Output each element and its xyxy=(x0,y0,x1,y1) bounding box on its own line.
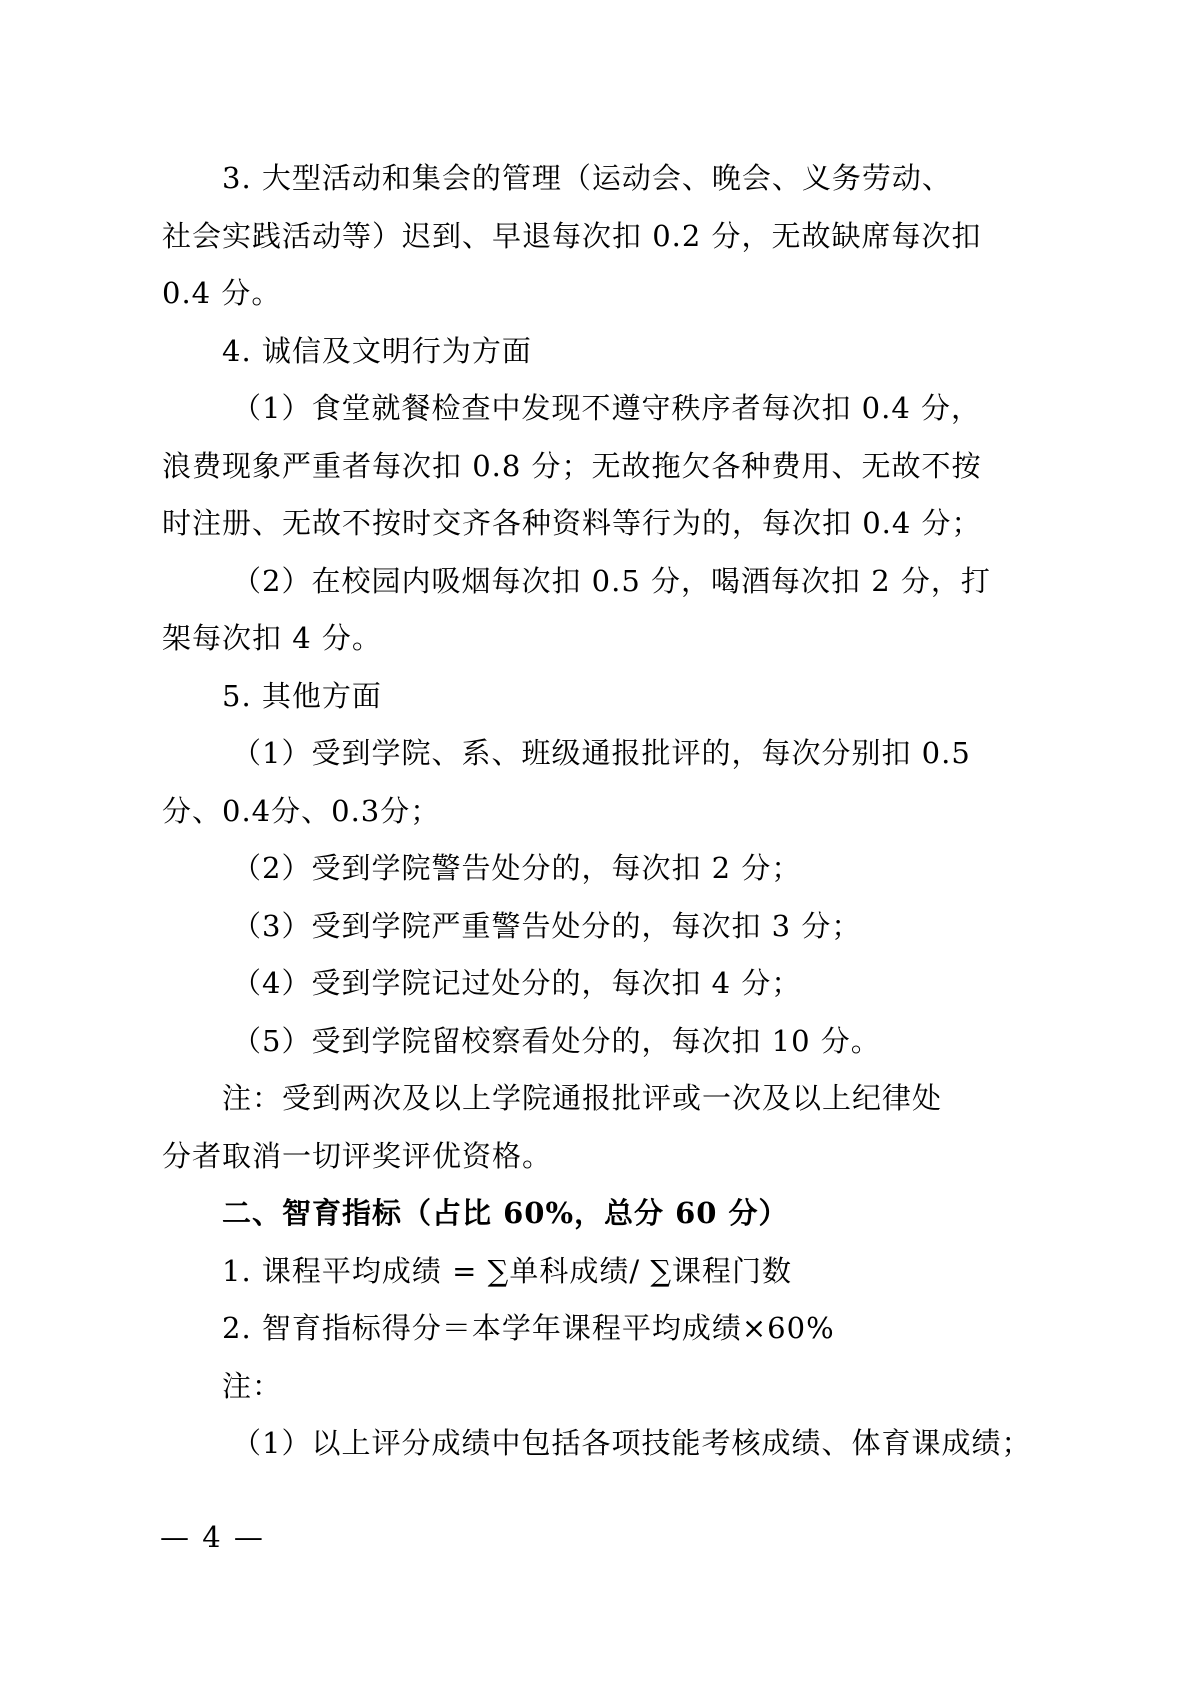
item-4-2-line-1: （2）在校园内吸烟每次扣 0.5 分，喝酒每次扣 2 分，打 xyxy=(232,563,991,598)
item-3-line-2: 社会实践活动等）迟到、早退每次扣 0.2 分，无故缺席每次扣 xyxy=(162,218,982,253)
note-line-2: 分者取消一切评奖评优资格。 xyxy=(162,1138,553,1173)
item-5-5: （5）受到学院留校察看处分的，每次扣 10 分。 xyxy=(232,1023,881,1058)
section-2-item-1: 1. 课程平均成绩 = ∑单科成绩/ ∑课程门数 xyxy=(222,1253,793,1288)
section-2-heading: 二、智育指标（占比 60%，总分 60 分） xyxy=(222,1196,789,1230)
item-3-line-1: 3. 大型活动和集会的管理（运动会、晚会、义务劳动、 xyxy=(222,161,952,195)
item-4-2-line-2: 架每次扣 4 分。 xyxy=(162,621,382,655)
item-5-4: （4）受到学院记过处分的，每次扣 4 分； xyxy=(232,966,802,1000)
page-number: — 4 — xyxy=(160,1520,265,1554)
item-3-line-3: 0.4 分。 xyxy=(162,276,282,310)
item-4-1-line-3: 时注册、无故不按时交齐各种资料等行为的，每次扣 0.4 分； xyxy=(162,506,982,540)
item-5-heading: 5. 其他方面 xyxy=(222,678,382,713)
section-2-item-2: 2. 智育指标得分＝本学年课程平均成绩×60% xyxy=(222,1311,835,1345)
section-2-note-1: （1）以上评分成绩中包括各项技能考核成绩、体育课成绩； xyxy=(232,1426,1032,1460)
item-4-1-line-2: 浪费现象严重者每次扣 0.8 分；无故拖欠各种费用、无故不按 xyxy=(162,448,982,483)
item-5-1-line-2: 分、0.4分、0.3分； xyxy=(162,793,441,828)
item-5-2: （2）受到学院警告处分的，每次扣 2 分； xyxy=(232,851,802,885)
item-4-heading: 4. 诚信及文明行为方面 xyxy=(222,333,532,368)
item-4-1-line-1: （1）食堂就餐检查中发现不遵守秩序者每次扣 0.4 分， xyxy=(232,391,982,425)
section-2-note-label: 注： xyxy=(222,1368,283,1403)
document-body xyxy=(162,150,1042,1473)
item-5-3: （3）受到学院严重警告处分的，每次扣 3 分； xyxy=(232,908,862,943)
item-5-1-line-1: （1）受到学院、系、班级通报批评的，每次分别扣 0.5 xyxy=(232,736,971,770)
note-line-1: 注：受到两次及以上学院通报批评或一次及以上纪律处 xyxy=(222,1081,943,1115)
